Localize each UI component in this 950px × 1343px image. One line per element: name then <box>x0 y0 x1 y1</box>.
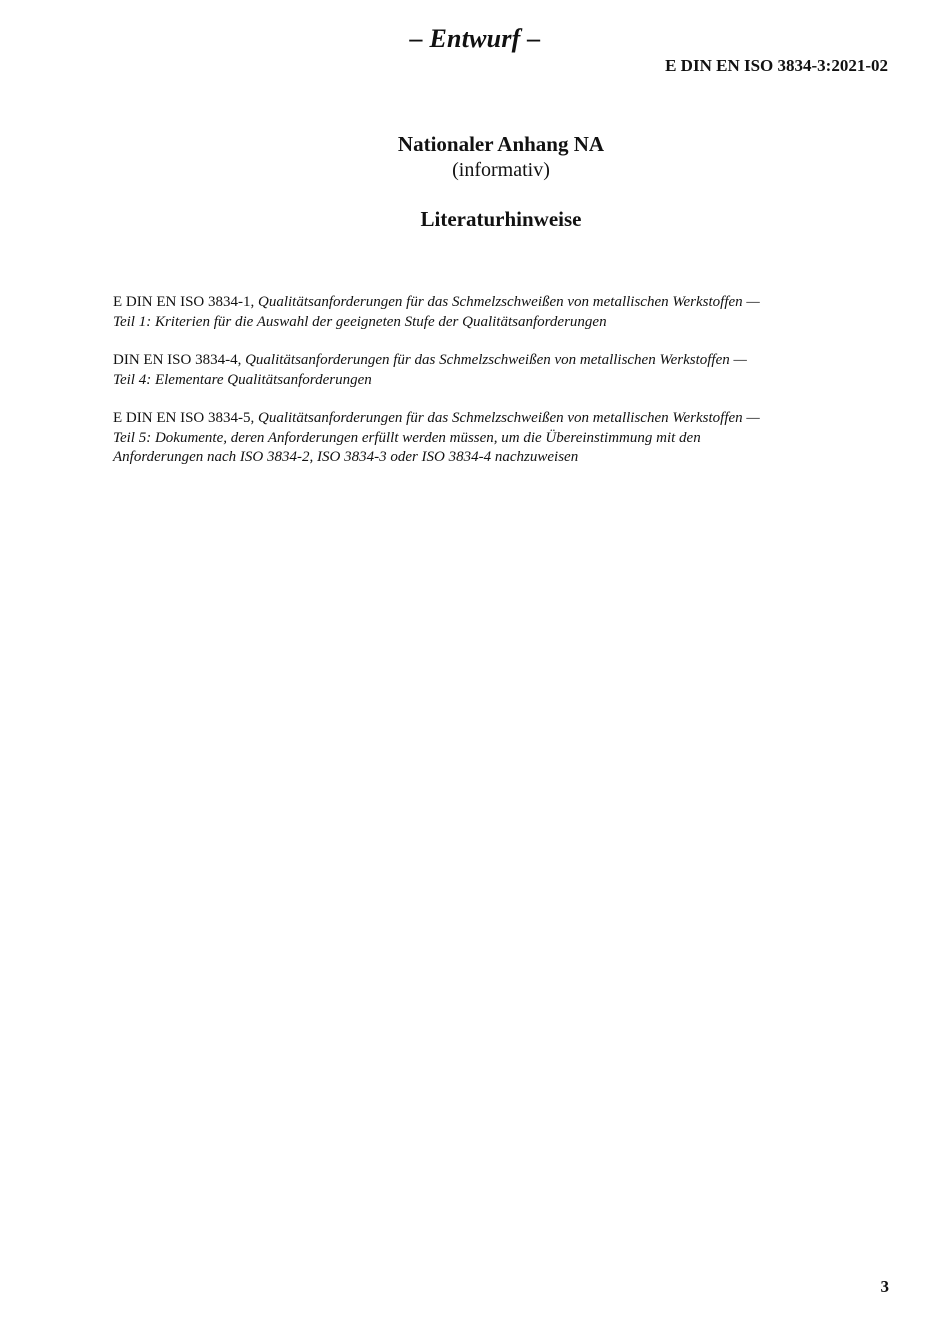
bibliography-title: Literaturhinweise <box>420 207 582 231</box>
reference-title-line: Qualitätsanforderungen für das Schmelzschweißen von metallischen Werkstoffen — <box>257 294 760 310</box>
annex-heading <box>26 131 950 183</box>
reference-list <box>113 293 873 487</box>
annex-subtitle: (informativ) <box>452 159 550 181</box>
reference-title-line: Teil 4: Elementare Qualitätsanforderungen <box>113 371 372 388</box>
reference-standard: E DIN EN ISO 3834-1, <box>113 294 258 310</box>
reference-standard: E DIN EN ISO 3834-5, <box>113 410 258 426</box>
reference-title-line: Qualitätsanforderungen für das Schmelzschweißen von metallischen Werkstoffen — <box>245 352 747 368</box>
reference-item <box>113 293 873 332</box>
reference-title-line: Teil 1: Kriterien für die Auswahl der geeigneten Stufe der Qualitätsanforderungen <box>113 313 607 330</box>
reference-item <box>113 351 873 390</box>
reference-title-line: Qualitätsanforderungen für das Schmelzschweißen von metallischen Werkstoffen — <box>257 410 760 426</box>
draft-mark: – Entwurf – <box>409 24 541 53</box>
reference-standard: DIN EN ISO 3834-4, <box>113 352 246 368</box>
reference-title-line: Teil 5: Dokumente, deren Anforderungen erfüllt werden müssen, um die Übereinstimmung mit den <box>113 429 701 446</box>
reference-title-line: Anforderungen nach ISO 3834-2, ISO 3834-3 oder ISO 3834-4 nachzuweisen <box>113 449 579 465</box>
reference-item <box>113 409 873 468</box>
page-number: 3 <box>880 1277 889 1296</box>
annex-title: Nationaler Anhang NA <box>397 132 605 156</box>
document-id: E DIN EN ISO 3834-3:2021-02 <box>665 56 888 75</box>
